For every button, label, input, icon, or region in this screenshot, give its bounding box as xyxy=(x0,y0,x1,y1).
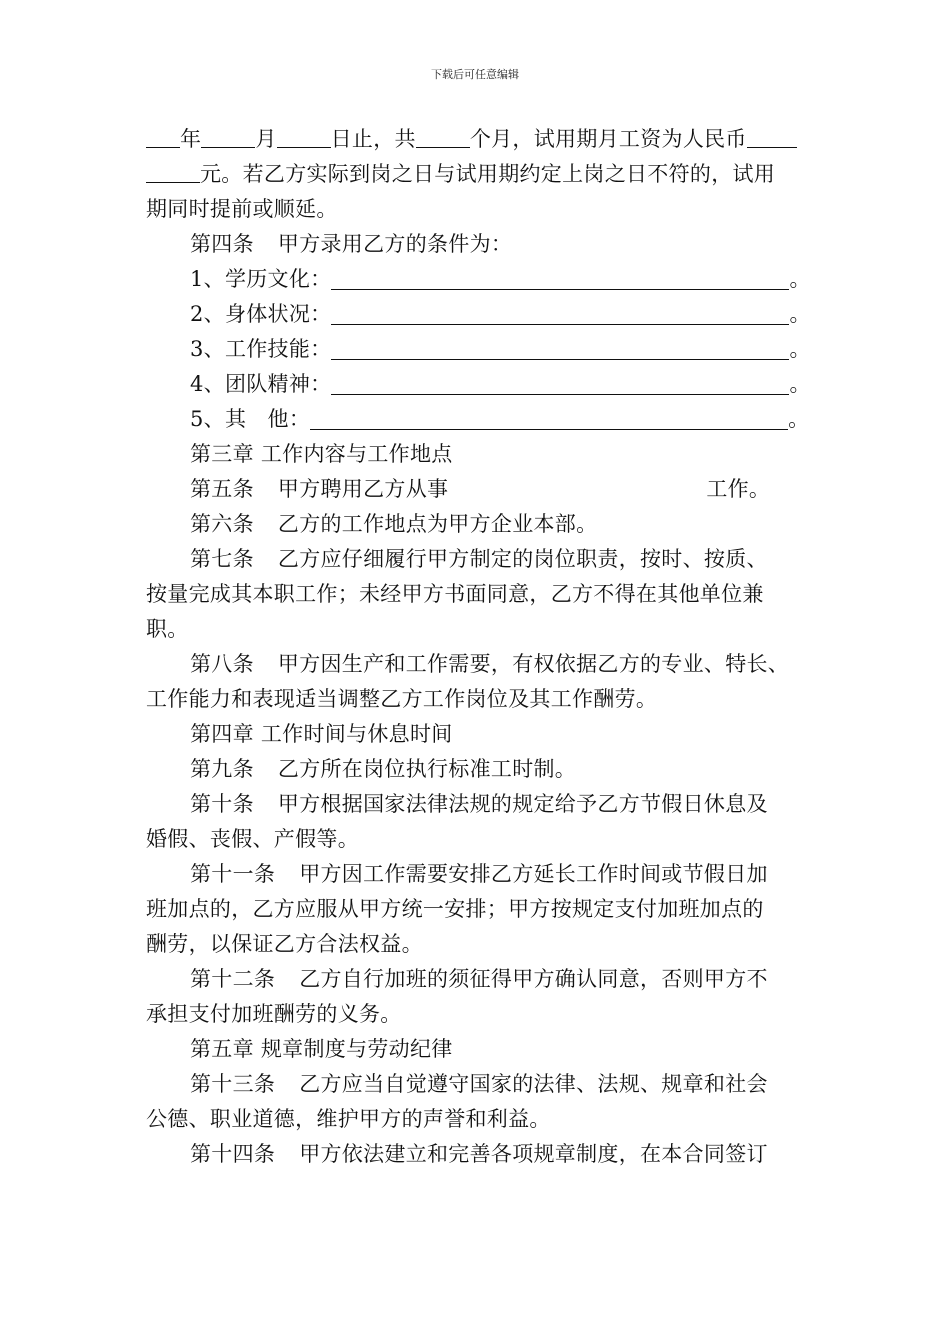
blank-line xyxy=(331,337,789,360)
text-line: 公德、职业道德，维护甲方的声誉和利益。 xyxy=(146,1107,551,1131)
article-11: 第十一条 甲方因工作需要安排乙方延长工作时间或节假日加 xyxy=(190,862,768,886)
article-7: 第七条 乙方应仔细履行甲方制定的岗位职责，按时、按质、 xyxy=(190,547,768,571)
article-4: 第四条 甲方录用乙方的条件为： xyxy=(190,232,513,256)
page-header: 下载后可任意编辑 xyxy=(431,68,519,81)
text-line: 工作能力和表现适当调整乙方工作岗位及其工作酬劳。 xyxy=(146,687,658,711)
blank-line xyxy=(331,302,789,325)
text-line: 按量完成其本职工作；未经甲方书面同意，乙方不得在其他单位兼 xyxy=(146,582,764,606)
article-8: 第八条 甲方因生产和工作需要，有权依据乙方的专业、特长、 xyxy=(190,652,790,676)
article-5: 第五条 甲方聘用乙方从事 工作。 xyxy=(190,477,771,501)
blank-line xyxy=(331,267,789,290)
article-9: 第九条 乙方所在岗位执行标准工时制。 xyxy=(190,757,577,781)
blank-month xyxy=(201,127,255,148)
chapter-heading: 第五章 规章制度与劳动纪律 xyxy=(190,1037,453,1061)
blank-year xyxy=(146,127,180,148)
article-6: 第六条 乙方的工作地点为甲方企业本部。 xyxy=(190,512,598,536)
blank-line xyxy=(310,407,788,430)
article-12: 第十二条 乙方自行加班的须征得甲方确认同意，否则甲方不 xyxy=(190,967,768,991)
text-line: 职。 xyxy=(146,617,189,641)
blank-line xyxy=(331,372,789,395)
blank-months xyxy=(416,127,470,148)
article-14: 第十四条 甲方依法建立和完善各项规章制度，在本合同签订 xyxy=(190,1142,768,1166)
condition-5: 5、其 他： 。 xyxy=(190,407,810,431)
article-13: 第十三条 乙方应当自觉遵守国家的法律、法规、规章和社会 xyxy=(190,1072,768,1096)
text-line: 元。若乙方实际到岗之日与试用期约定上岗之日不符的，试用 xyxy=(146,157,806,192)
text-line: 年 月 日止，共 个月，试用期月工资为人民币 xyxy=(146,122,806,157)
text-line: 承担支付加班酬劳的义务。 xyxy=(146,1002,402,1026)
condition-2: 2、身体状况： 。 xyxy=(190,302,811,326)
blank-day xyxy=(277,127,331,148)
contract-body xyxy=(146,122,811,1172)
text-line: 婚假、丧假、产假等。 xyxy=(146,827,359,851)
condition-1: 1、学历文化： 。 xyxy=(190,267,811,291)
blank-salary-cont xyxy=(146,162,200,183)
text-line: 班加点的，乙方应服从甲方统一安排；甲方按规定支付加班加点的 xyxy=(146,897,764,921)
chapter-heading: 第三章 工作内容与工作地点 xyxy=(190,442,453,466)
chapter-heading: 第四章 工作时间与休息时间 xyxy=(190,722,453,746)
text-line: 酬劳，以保证乙方合法权益。 xyxy=(146,932,423,956)
condition-4: 4、团队精神： 。 xyxy=(190,372,811,396)
text-line: 期同时提前或顺延。 xyxy=(146,197,338,221)
condition-3: 3、工作技能： 。 xyxy=(190,337,811,361)
article-10: 第十条 甲方根据国家法律法规的规定给予乙方节假日休息及 xyxy=(190,792,768,816)
blank-salary xyxy=(747,127,797,148)
